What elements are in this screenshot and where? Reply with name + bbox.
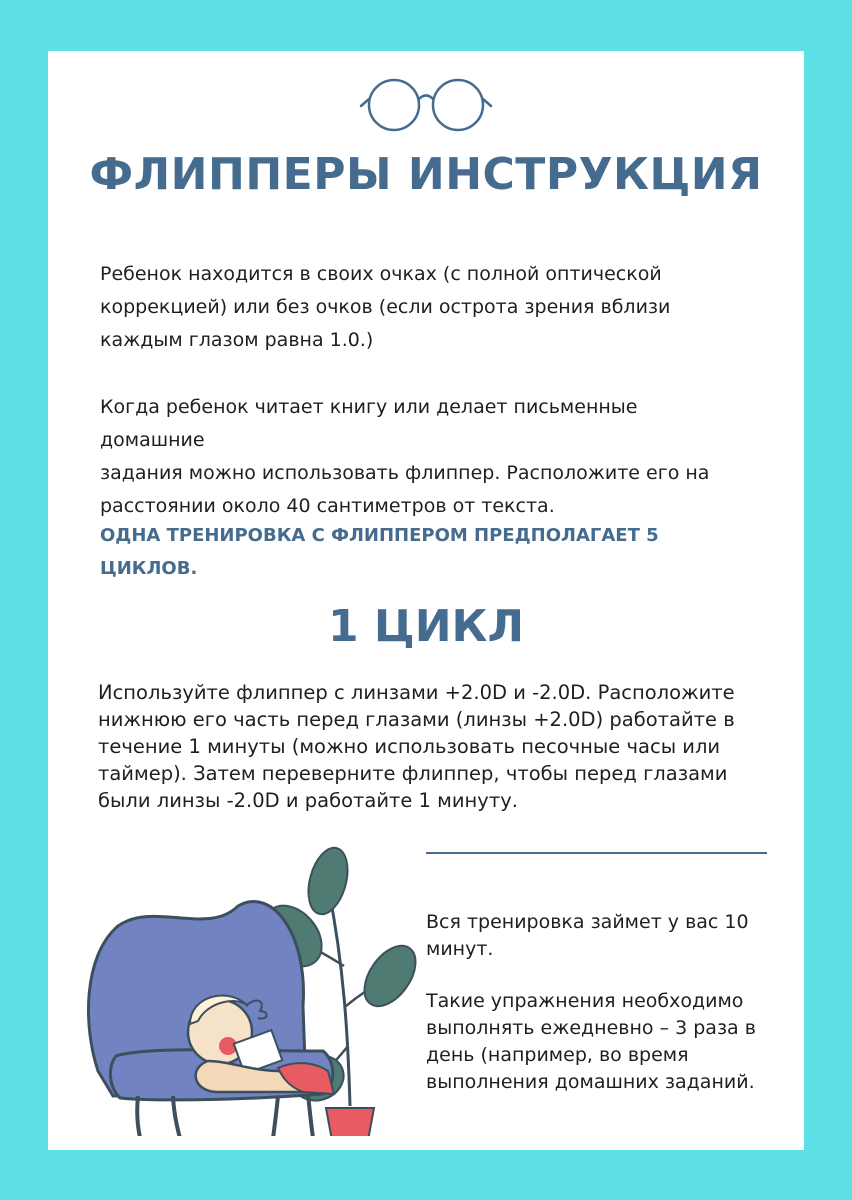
child-illustration	[188, 996, 334, 1094]
usage-line: расстоянии около 40 сантиметров от текста.	[100, 495, 555, 517]
cycle-line: течение 1 минуты (можно использовать песочные часы или	[98, 735, 721, 758]
usage-line: Когда ребенок читает книгу или делает письменные домашние	[100, 396, 638, 451]
frequency-line: выполнять ежедневно – 3 раза в	[426, 1017, 756, 1039]
frequency-line: день (например, во время	[426, 1044, 689, 1066]
cycle-line: нижнюю его часть перед глазами (линзы +2.0D) работайте в	[98, 708, 735, 731]
cycle-heading: 1 ЦИКЛ	[327, 601, 525, 652]
emphasis-line: ОДНА ТРЕНИРОВКА С ФЛИППЕРОМ ПРЕДПОЛАГАЕТ 5	[100, 525, 659, 546]
intro-paragraph	[100, 258, 740, 357]
intro-line: каждым глазом равна 1.0.)	[100, 329, 374, 351]
usage-paragraph	[100, 391, 740, 523]
duration-line: минут.	[426, 938, 494, 960]
intro-line: Ребенок находится в своих очках (с полной оптической	[100, 263, 662, 285]
duration-note	[426, 909, 786, 963]
instruction-card	[48, 51, 804, 1150]
divider	[426, 852, 767, 854]
cycle-line: были линзы -2.0D и работайте 1 минуту.	[98, 789, 518, 812]
intro-line: коррекцией) или без очков (если острота зрения вблизи	[100, 296, 671, 318]
emphasis-line: ЦИКЛОВ.	[100, 558, 198, 579]
frequency-line: Такие упражнения необходимо	[426, 990, 744, 1012]
frequency-line: выполнения домашних заданий.	[426, 1071, 755, 1093]
page-title: ФЛИППЕРЫ ИНСТРУКЦИЯ	[89, 149, 763, 200]
child-reading-illustration	[78, 846, 418, 1136]
frequency-note	[426, 988, 786, 1096]
cycle-line: Используйте флиппер с линзами +2.0D и -2.0D. Расположите	[98, 681, 735, 704]
duration-line: Вся тренировка займет у вас 10	[426, 911, 749, 933]
cycle-paragraph	[98, 679, 758, 814]
emphasis-note	[100, 519, 720, 585]
glasses-icon	[358, 75, 494, 135]
usage-line: задания можно использовать флиппер. Расположите его на	[100, 462, 710, 484]
cycle-line: таймер). Затем переверните флиппер, чтобы перед глазами	[98, 762, 728, 785]
